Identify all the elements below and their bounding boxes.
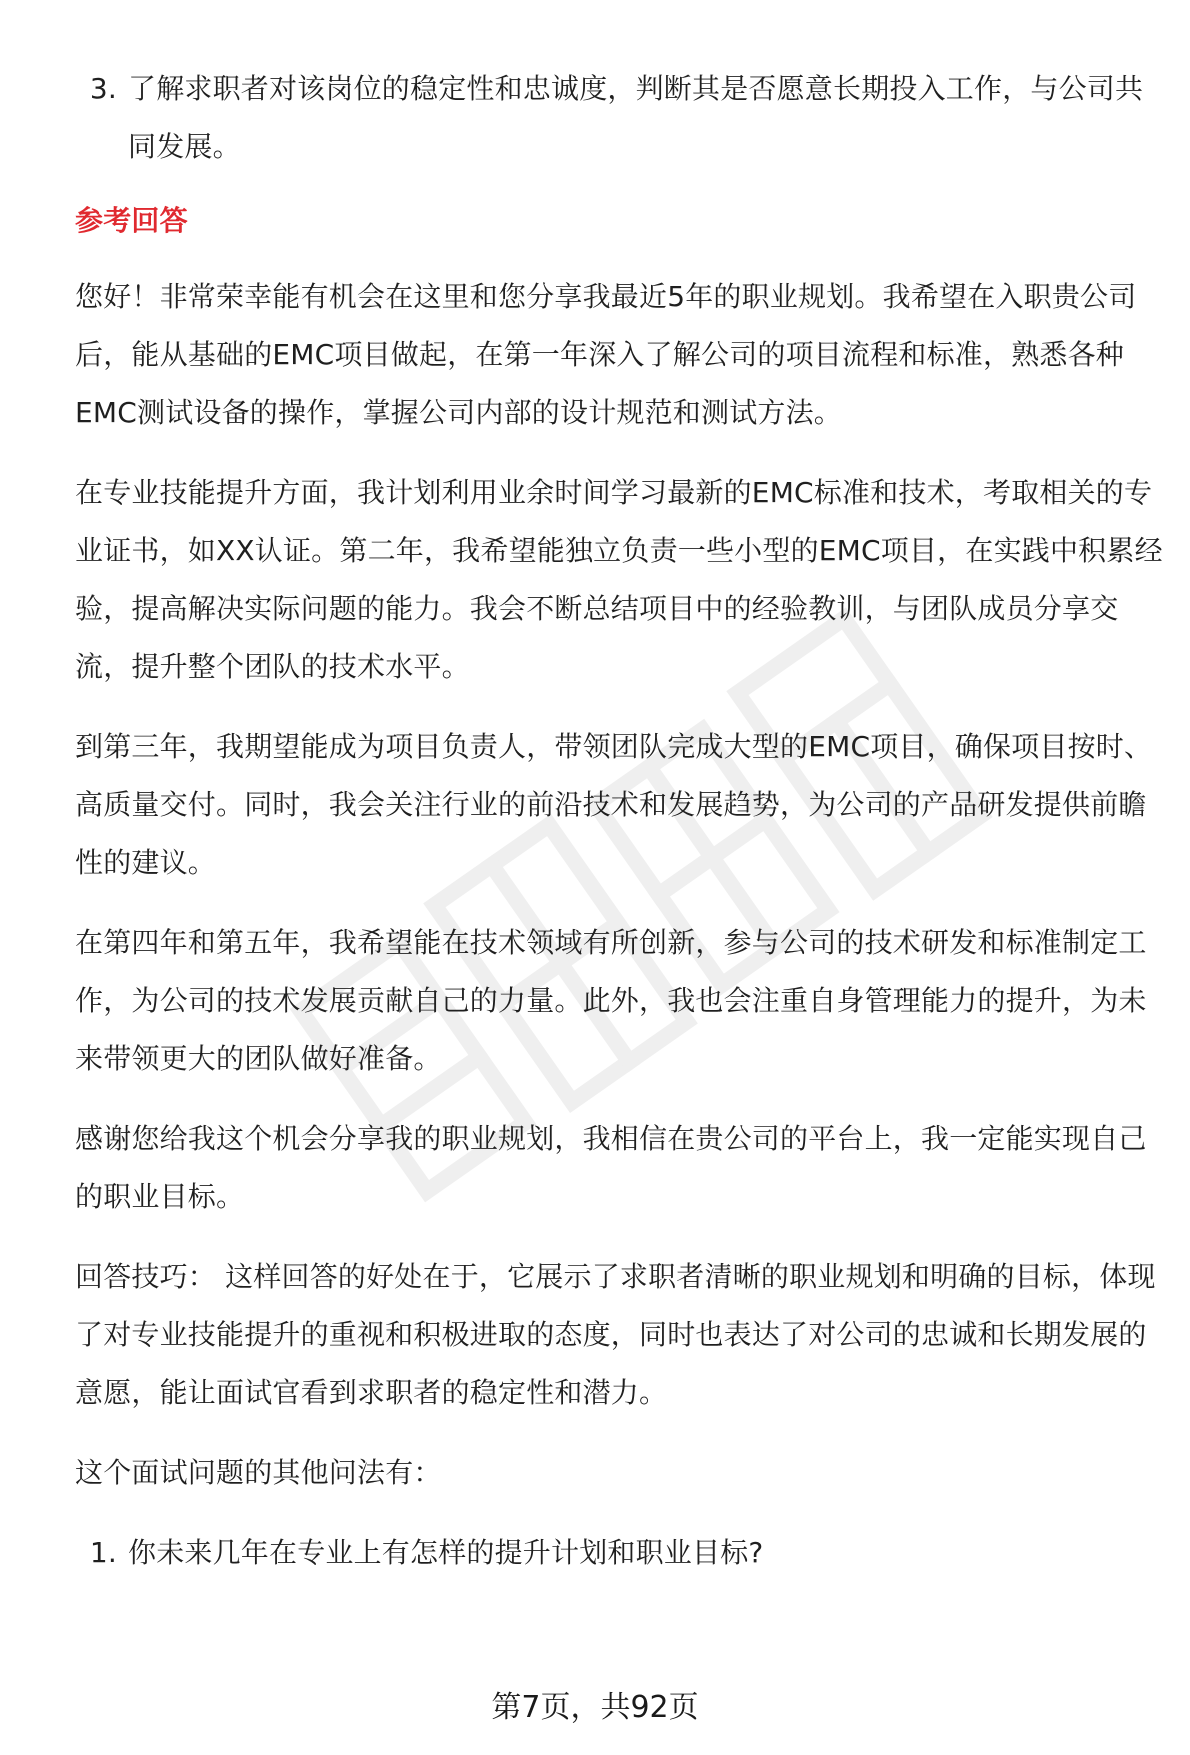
paragraph-thanks: 感谢您给我这个机会分享我的职业规划，我相信在贵公司的平台上，我一定能实现自己的职业目标。 bbox=[75, 1122, 1147, 1213]
paragraph-answer-tips: 回答技巧： 这样回答的好处在于，它展示了求职者清晰的职业规划和明确的目标，体现了对专业技能提升的重视和积极进取的态度，同时也表达了对公司的忠诚和长期发展的意愿，能让面试官看到求职者的稳定性和潜力。 bbox=[75, 1260, 1156, 1409]
answer-heading: 参考回答 bbox=[75, 204, 188, 237]
list-item-3 bbox=[75, 60, 1165, 176]
list-text: 你未来几年在专业上有怎样的提升计划和职业目标? bbox=[128, 1536, 764, 1569]
page-number-label: 第7页，共92页 bbox=[491, 1690, 699, 1725]
list-item-1 bbox=[75, 1524, 1165, 1582]
paragraph-intro: 您好！非常荣幸能有机会在这里和您分享我最近5年的职业规划。我希望在入职贵公司后，能从基础的EMC项目做起，在第一年深入了解公司的项目流程和标准，熟悉各种EMC测试设备的操作，掌握公司内部的设计规范和测试方法。 bbox=[75, 280, 1137, 429]
paragraph-other-questions: 这个面试问题的其他问法有： bbox=[75, 1456, 442, 1489]
page-footer bbox=[0, 1686, 1190, 1730]
list-text: 了解求职者对该岗位的稳定性和忠诚度，判断其是否愿意长期投入工作，与公司共同发展。 bbox=[128, 72, 1144, 163]
document-content bbox=[75, 60, 1165, 1598]
paragraph-year-four-five: 在第四年和第五年，我希望能在技术领域有所创新，参与公司的技术研发和标准制定工作，为公司的技术发展贡献自己的力量。此外，我也会注重自身管理能力的提升，为未来带领更大的团队做好准备。 bbox=[75, 926, 1147, 1075]
paragraph-year-three: 到第三年，我期望能成为项目负责人，带领团队完成大型的EMC项目，确保项目按时、高质量交付。同时，我会关注行业的前沿技术和发展趋势，为公司的产品研发提供前瞻性的建议。 bbox=[75, 730, 1153, 879]
list-number: 3. bbox=[89, 72, 117, 105]
paragraph-skills: 在专业技能提升方面，我计划利用业余时间学习最新的EMC标准和技术，考取相关的专业证书，如XX认证。第二年，我希望能独立负责一些小型的EMC项目，在实践中积累经验，提高解决实际问题的能力。我会不断总结项目中的经验教训，与团队成员分享交流，提升整个团队的技术水平。 bbox=[75, 476, 1163, 683]
list-number: 1. bbox=[89, 1536, 117, 1569]
